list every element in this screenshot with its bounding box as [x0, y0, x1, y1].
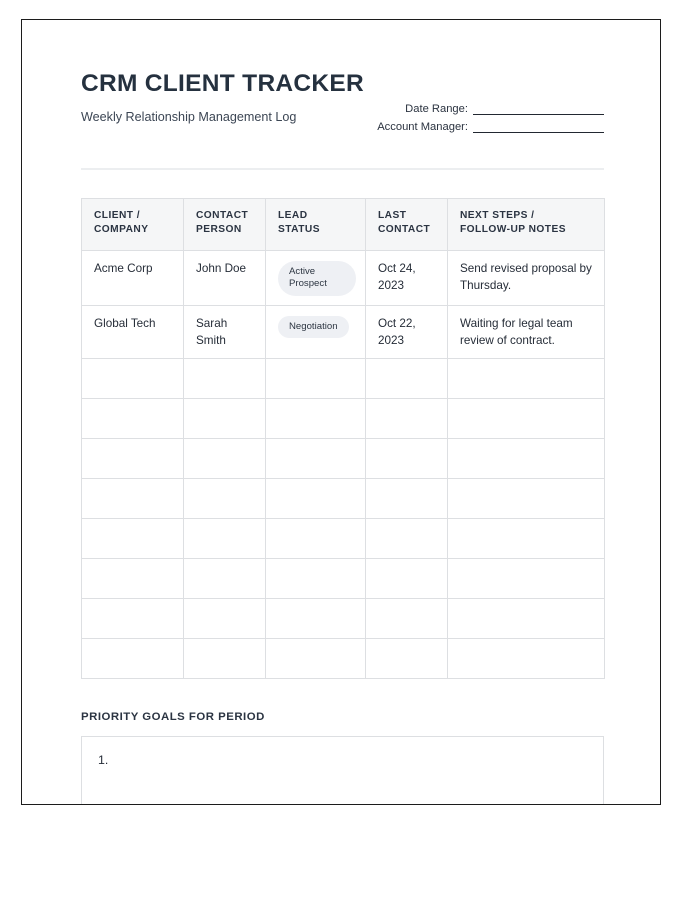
date-range-label: Date Range:	[405, 102, 468, 115]
table-cell-last-empty[interactable]	[366, 399, 448, 439]
table-row-empty[interactable]	[82, 599, 605, 639]
table-cell-last-empty[interactable]	[366, 479, 448, 519]
table-cell-status-empty[interactable]	[266, 479, 366, 519]
table-row-empty[interactable]	[82, 439, 605, 479]
status-badge: Negotiation	[278, 316, 349, 338]
table-cell-status-empty[interactable]	[266, 359, 366, 399]
table-cell-last-empty[interactable]	[366, 439, 448, 479]
table-cell-client-empty[interactable]	[82, 639, 184, 679]
table-cell-contact-empty[interactable]	[184, 439, 266, 479]
table-row[interactable]	[82, 305, 605, 358]
column-header-client	[82, 199, 184, 251]
page-content	[81, 71, 604, 805]
table-row-empty[interactable]	[82, 399, 605, 439]
column-header-client-line1: CLIENT /	[94, 210, 141, 221]
table-body	[82, 251, 605, 679]
table-cell-next[interactable]: Waiting for legal team review of contract.	[448, 305, 605, 358]
table-cell-client[interactable]: Global Tech	[82, 305, 184, 358]
table-cell-contact-empty[interactable]	[184, 359, 266, 399]
table-cell-client-empty[interactable]	[82, 559, 184, 599]
table-cell-next-empty[interactable]	[448, 559, 605, 599]
table-cell-status-empty[interactable]	[266, 639, 366, 679]
table-cell-status-empty[interactable]	[266, 599, 366, 639]
table-cell-contact-empty[interactable]	[184, 399, 266, 439]
table-cell-client-empty[interactable]	[82, 599, 184, 639]
table-cell-status-empty[interactable]	[266, 399, 366, 439]
table-cell-next-empty[interactable]	[448, 479, 605, 519]
column-header-status-line1: LEAD	[278, 210, 308, 221]
table-cell-status-empty[interactable]	[266, 439, 366, 479]
status-badge: Active Prospect	[278, 261, 356, 296]
table-header-row	[82, 199, 605, 251]
table-cell-next[interactable]: Send revised proposal by Thursday.	[448, 251, 605, 306]
table-cell-last-empty[interactable]	[366, 599, 448, 639]
table-cell-next-empty[interactable]	[448, 519, 605, 559]
table-row-empty[interactable]	[82, 479, 605, 519]
table-cell-contact-empty[interactable]	[184, 519, 266, 559]
account-manager-input[interactable]	[473, 121, 604, 133]
table-cell-contact-empty[interactable]	[184, 479, 266, 519]
table-cell-contact[interactable]: John Doe	[184, 251, 266, 306]
column-header-last-line2: CONTACT	[378, 224, 431, 236]
client-tracker-table	[81, 198, 605, 679]
page-title: CRM CLIENT TRACKER	[81, 70, 365, 97]
column-header-status	[266, 199, 366, 251]
column-header-last-contact	[366, 199, 448, 251]
table-cell-last-empty[interactable]	[366, 519, 448, 559]
table-cell-contact[interactable]: Sarah Smith	[184, 305, 266, 358]
column-header-contact-line1: CONTACT	[196, 210, 249, 221]
table-cell-next-empty[interactable]	[448, 639, 605, 679]
table-row-empty[interactable]	[82, 559, 605, 599]
column-header-contact	[184, 199, 266, 251]
table-cell-next-empty[interactable]	[448, 439, 605, 479]
column-header-next-line2: FOLLOW-UP NOTES	[460, 224, 566, 236]
table-cell-client-empty[interactable]	[82, 439, 184, 479]
date-range-input[interactable]	[473, 103, 604, 115]
meta-field-date-range[interactable]	[304, 103, 604, 115]
meta-fields	[304, 103, 604, 139]
table-cell-next-empty[interactable]	[448, 399, 605, 439]
table-header	[82, 199, 605, 251]
table-cell-contact-empty[interactable]	[184, 639, 266, 679]
table-cell-client-empty[interactable]	[82, 399, 184, 439]
column-header-next-line1: NEXT STEPS /	[460, 210, 535, 221]
column-header-next-steps	[448, 199, 605, 251]
document-header	[81, 71, 604, 153]
table-row-empty[interactable]	[82, 519, 605, 559]
account-manager-label: Account Manager:	[377, 120, 468, 133]
table-cell-last[interactable]: Oct 22, 2023	[366, 305, 448, 358]
table-cell-last[interactable]: Oct 24, 2023	[366, 251, 448, 306]
column-header-client-line2: COMPANY	[94, 224, 149, 236]
table-cell-status[interactable]	[266, 251, 366, 306]
table-cell-client-empty[interactable]	[82, 479, 184, 519]
table-row-empty[interactable]	[82, 359, 605, 399]
table-cell-status-empty[interactable]	[266, 559, 366, 599]
table-cell-last-empty[interactable]	[366, 559, 448, 599]
table-cell-contact-empty[interactable]	[184, 599, 266, 639]
column-header-last-line1: LAST	[378, 210, 407, 221]
table-cell-last-empty[interactable]	[366, 639, 448, 679]
table-cell-next-empty[interactable]	[448, 359, 605, 399]
table-cell-next-empty[interactable]	[448, 599, 605, 639]
priority-goals-box[interactable]	[81, 736, 604, 805]
document-page	[21, 19, 661, 805]
table-cell-client[interactable]: Acme Corp	[82, 251, 184, 306]
table-cell-contact-empty[interactable]	[184, 559, 266, 599]
column-header-contact-line2: PERSON	[196, 224, 242, 236]
table-cell-status-empty[interactable]	[266, 519, 366, 559]
meta-field-account-manager[interactable]	[304, 121, 604, 133]
table-cell-client-empty[interactable]	[82, 519, 184, 559]
column-header-status-line2: STATUS	[278, 224, 320, 236]
table-row[interactable]	[82, 251, 605, 306]
table-row-empty[interactable]	[82, 639, 605, 679]
priority-goals-heading: PRIORITY GOALS FOR PERIOD	[81, 711, 265, 724]
table-cell-client-empty[interactable]	[82, 359, 184, 399]
table-cell-last-empty[interactable]	[366, 359, 448, 399]
header-divider	[81, 168, 604, 170]
page-subtitle: Weekly Relationship Management Log	[81, 109, 297, 124]
goal-item-1[interactable]: 1.	[98, 753, 109, 768]
table-cell-status[interactable]	[266, 305, 366, 358]
